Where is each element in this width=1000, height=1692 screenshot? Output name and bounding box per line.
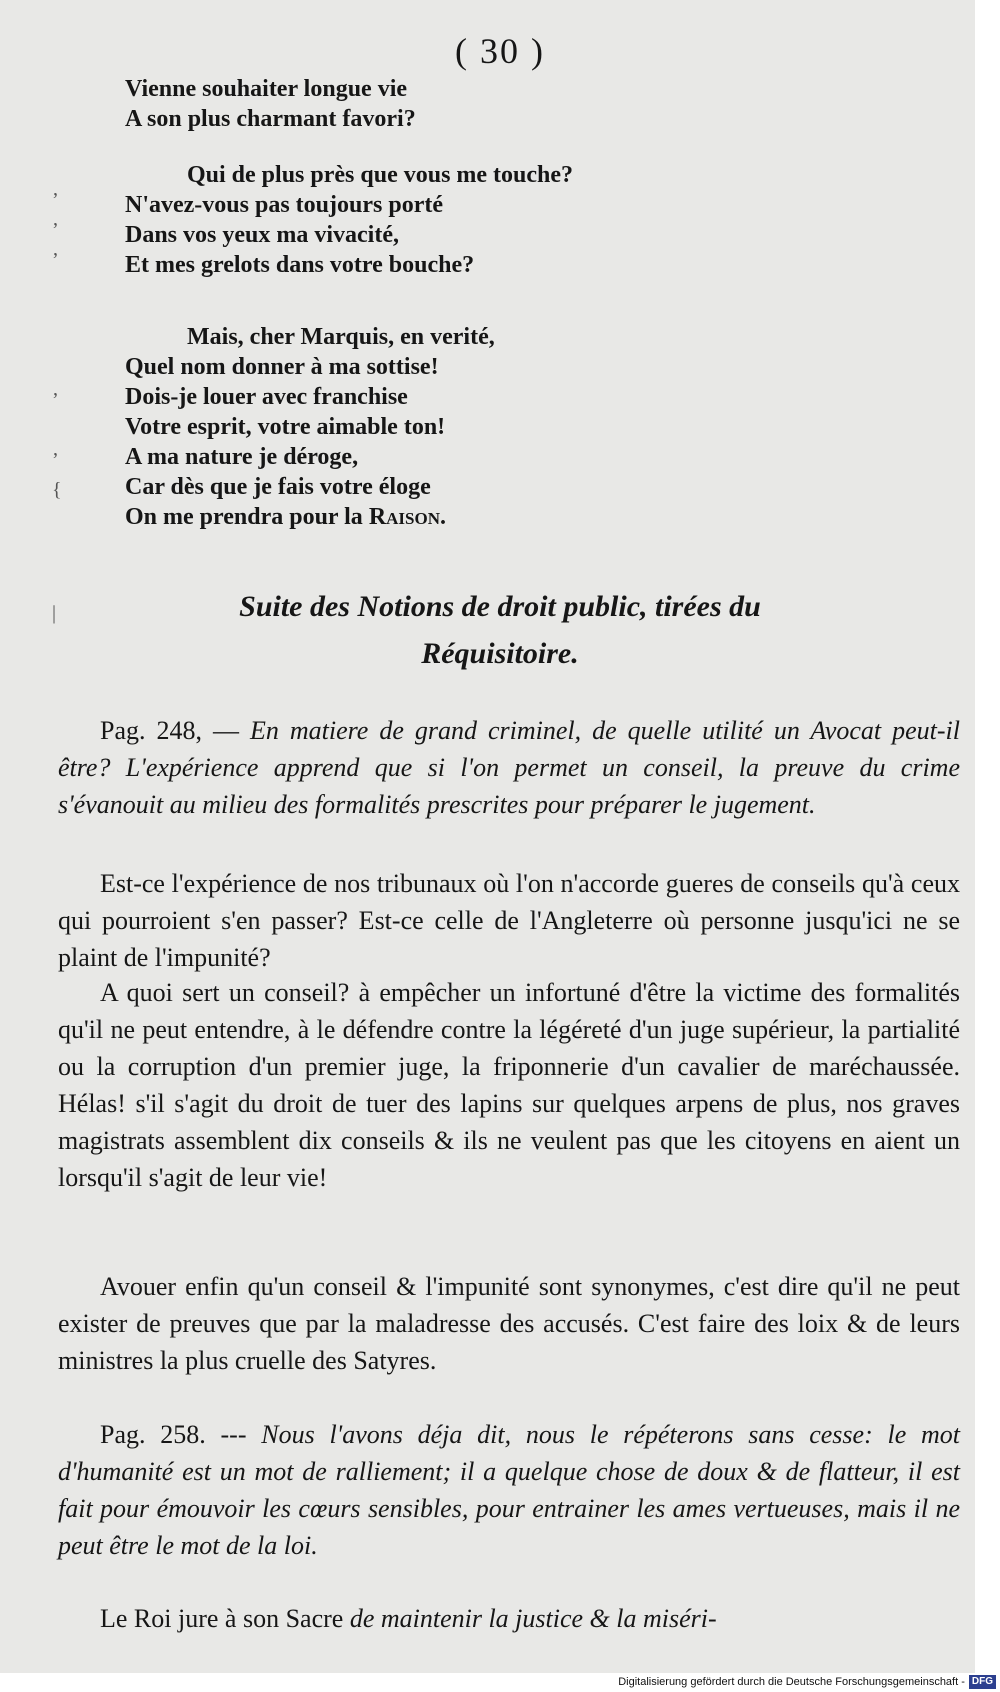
margin-mark: ’ ’ { [52, 389, 62, 501]
verse-line: A ma nature je déroge, [125, 444, 359, 470]
section-heading: Suite des Notions de droit public, tirées du [239, 590, 761, 623]
paragraph-text: Avouer enfin qu'un conseil & l'impunité sont synonymes, c'est dire qu'il ne peut exister de preuves que par la maladresse des accusés. C'est faire des loix & de leurs ministres la plus cruelle des Satyres. [58, 1272, 960, 1375]
paragraph-text: Le Roi jure à son Sacre [100, 1604, 350, 1633]
paragraph-quote-248 [58, 712, 960, 823]
verse-line: Car dès que je fais votre éloge [125, 474, 431, 500]
verse-line: Dans vos yeux ma vivacité, [125, 222, 399, 248]
paragraph [58, 865, 960, 976]
digitization-footer [0, 1673, 1000, 1692]
verse-line: Et mes grelots dans votre bouche? [125, 252, 475, 278]
verse-line: Mais, cher Marquis, en verité, [187, 324, 495, 350]
paragraph [58, 974, 960, 1196]
footer-text: Digitalisierung gefördert durch die Deutsche Forschungsgemeinschaft - [618, 1676, 965, 1688]
dfg-logo: DFG [969, 1675, 996, 1689]
paragraph-quote-258 [58, 1416, 960, 1564]
verse-line: Vienne souhaiter longue vie [125, 76, 408, 102]
poem-stanza-2 [125, 160, 573, 280]
page-reference: Pag. 258. --- [100, 1420, 262, 1449]
verse-line: Votre esprit, votre aimable ton! [125, 414, 446, 440]
verse-punct: . [440, 504, 446, 530]
verse-line: Quel nom donner à ma sottise! [125, 354, 439, 380]
verse-last-line [125, 502, 495, 532]
scan-border [975, 0, 1000, 1692]
paragraph-text: A quoi sert un conseil? à empêcher un infortuné d'être la victime des formalités qu'il ne peut entendre, à le défendre contre la légéreté d'un juge supérieur, la partialité ou la corruption d'un premier juge, la friponnerie d'un cavalier de maréchaussée. Hélas! s'il s'agit du droit de tuer des lapins sur quelques arpens de plus, nos graves magistrats assemblent dix conseils & ils ne veulent pas que les citoyens en aient un lorsqu'il s'agit de leur vie! [58, 978, 960, 1192]
verse-small-caps: Raison [368, 504, 440, 530]
verse-line: N'avez-vous pas toujours porté [125, 192, 443, 218]
section-heading-cont: Réquisitoire. [421, 637, 579, 670]
margin-mark: ’ ’ ’ [52, 189, 59, 271]
quoted-text: Nous l'avons déja dit, nous le répéterons sans cesse: le mot d'humanité est un mot de ralliement; il a quelque chose de doux & de flatteur, il est fait pour émouvoir les cœurs sensibles, pour entrainer les ames vertueuses, mais il ne peut être le mot de la loi. [58, 1420, 960, 1560]
page-reference: Pag. 248, — [100, 716, 250, 745]
paragraph-text: Est-ce l'expérience de nos tribunaux où l'on n'accorde gueres de conseils qu'à ceux qui pourroient s'en passer? Est-ce celle de l'Angleterre où personne jusqu'ici ne se plaint de l'impunité? [58, 869, 960, 972]
margin-mark: | [52, 602, 57, 624]
paragraph [58, 1268, 960, 1379]
verse-text: On me prendra pour la [125, 504, 369, 530]
poem-stanza-1 [125, 74, 416, 134]
poem-stanza-3 [125, 322, 495, 532]
quoted-text: de maintenir la justice & la miséri- [349, 1604, 717, 1633]
quoted-text: En matiere de grand criminel, de quelle utilité un Avocat peut-il être? L'expérience apprend que si l'on permet un conseil, la preuve du crime s'évanouit au milieu des formalités prescrites pour préparer le jugement. [58, 716, 960, 819]
paragraph [58, 1600, 960, 1637]
verse-line: A son plus charmant favori? [125, 106, 416, 132]
page-number: ( 30 ) [455, 31, 545, 71]
verse-line: Qui de plus près que vous me touche? [187, 162, 574, 188]
verse-line: Dois-je louer avec franchise [125, 384, 408, 410]
